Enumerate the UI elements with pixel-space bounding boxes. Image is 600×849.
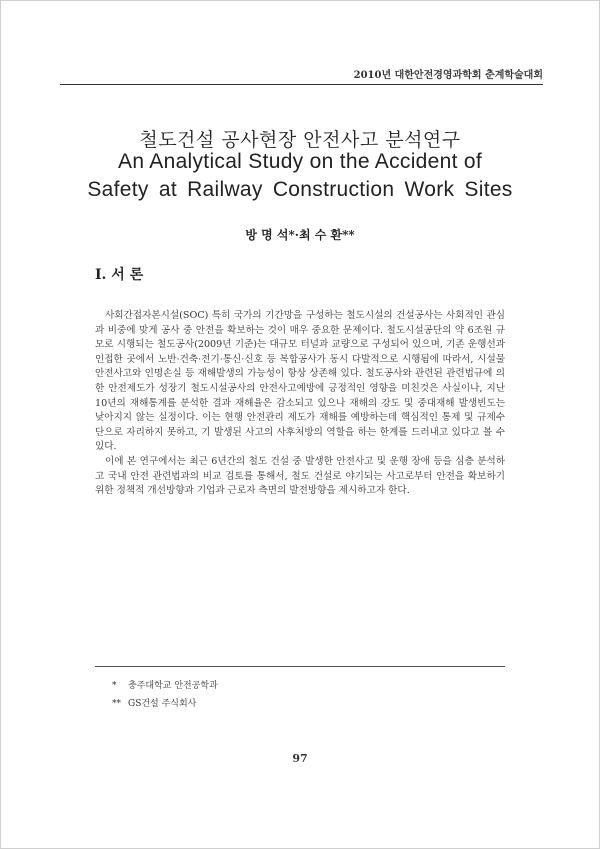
body-text bbox=[95, 309, 505, 499]
running-header: 2010년 대한안전경영과학회 춘계학술대회 bbox=[60, 66, 543, 85]
footnote-text: GS건설 주식회사 bbox=[128, 699, 197, 709]
page-number: 97 bbox=[292, 752, 308, 765]
footnote-1 bbox=[112, 677, 218, 695]
footnote-2 bbox=[112, 695, 218, 713]
title-korean: 철도건설 공사현장 안전사고 분석연구 bbox=[139, 129, 461, 151]
paragraph-1: 사회간접자본시설(SOC) 특히 국가의 기간망을 구성하는 철도시설의 건설공사는 사회적인 관심과 비중에 맞게 공사 중 안전을 확보하는 것이 매우 중요한 문제이다. 철도시설공단의 약 6조원 규모로 시행되는 철도공사(2009년 기준)는 대규모 터널과 교량으로 구성되어 있으며, 기존 운행선과 인접한 곳에서 노반·건축·전기·통신·신호 등 복합공사가 동시 다발적으로 시행됨에 따라서, 시설물 안전사고와 인명손실 등 재해발생의 가능성이 항상 상존해 있다. 철도공사와 관련된 관련법규에 의한 안전제도가 성장기 철도시설공사의 안전사고예방에 긍정적인 영향을 미친것은 사실이나, 지난 10년의 재해통계를 분석한 결과 재해율은 감소되고 있으나 재해의 강도 및 중대재해 발생빈도는 낮아지지 않는 실정이다. 이는 현행 안전관리 제도가 재해를 예방하는데 핵심적인 통제 및 규제수단으로 자리하지 못하고, 기 발생된 사고의 사후처방의 역할을 하는 한계를 드러내고 있다고 볼 수 있다. bbox=[95, 310, 505, 453]
footnote-divider bbox=[95, 666, 505, 667]
authors: 방 명 석*·최 수 환** bbox=[245, 228, 355, 242]
footnotes bbox=[112, 677, 218, 713]
footnote-mark: ** bbox=[112, 699, 121, 709]
footnote-mark: * bbox=[112, 681, 117, 691]
title-english-line2: Safety at Railway Construction Work Sites bbox=[87, 178, 513, 201]
footnote-text: 충주대학교 안전공학과 bbox=[128, 681, 218, 691]
paragraph-2: 이에 본 연구에서는 최근 6년간의 철도 건설 중 발생한 안전사고 및 운행 장애 등을 심층 분석하고 국내 안전 관련법과의 비교 검토를 통해서, 철도 건설로 야기되는 사고로부터 안전을 확보하기 위한 정책적 개선방향과 기업과 근로자 측면의 발전방향을 제시하고자 한다. bbox=[95, 455, 505, 497]
title-english-line1: An Analytical Study on the Accident of bbox=[118, 150, 482, 173]
section-heading: Ⅰ. 서 론 bbox=[95, 267, 144, 283]
